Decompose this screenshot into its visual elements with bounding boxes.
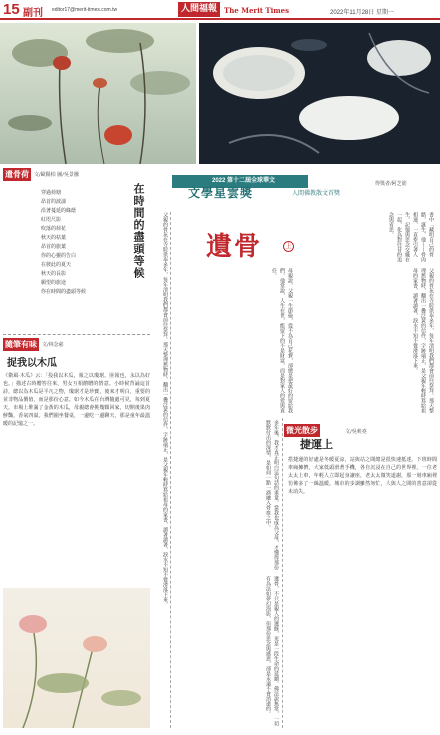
poem-line: 你在時間的盡頭等候 bbox=[41, 289, 87, 295]
main-body-column: 母親說，父親一生節儉，從不為自己花費，卻總是把最好的留給我們。他常說，人生在世，能留下的不是財富，而是對家人的愛與責任。 bbox=[271, 268, 293, 413]
column-rule bbox=[170, 212, 171, 728]
right-article-title: 捷運上 bbox=[300, 438, 333, 451]
award-name: 文學星雲獎 bbox=[188, 186, 254, 200]
award-subtitle: 人間佛教散文首獎 bbox=[292, 190, 341, 197]
main-article-title: 遺骨 bbox=[206, 232, 263, 262]
right-article-byline: 文/吳莉堯 bbox=[345, 429, 367, 435]
main-intro-column: 書中「藏明自己的骨骼，誕生、他——骨肉相連，一直牽引著人生，記憶與思念交織在一起，化為對往昔的追念與省思。 bbox=[388, 212, 434, 262]
divider bbox=[3, 334, 150, 335]
award-banner bbox=[172, 168, 437, 208]
poem-block bbox=[3, 183, 150, 331]
left-column bbox=[3, 168, 150, 728]
poem-line: 秋天的長影 bbox=[41, 271, 67, 277]
issue-date: 2022年11月28日 星期一 bbox=[330, 10, 394, 16]
column-rule bbox=[282, 418, 283, 728]
editor-email: editor17@merit-times.com.tw bbox=[52, 7, 118, 13]
poem-line: 昂首的波濤 bbox=[41, 199, 67, 205]
essay-body: 《衛風·木瓜》云：「投我以木瓜，報之以瓊琚。匪報也，永以為好也。」描述古時贈答往來，男女互相饋贈的情意。小時候背誦這首詩，總以為木瓜是平凡之物，瓊琚才是珍寶，後來才明白，重要的並非物品價值，而是那份心意。如今木瓜在台灣隨處可見，每到夏天，市場上堆滿了金黃的木瓜，母親總會挑幾顆回家，切開後果肉鮮豔，香氣四溢。我們圍坐餐桌，一邊吃一邊聊天，那是童年最溫暖的記憶之一。 bbox=[3, 373, 150, 427]
award-banner-bar: 2022 第十二屆全球華文 bbox=[172, 175, 308, 188]
main-body-column: 多年後，我才真正明白這句話的重量。當我也成為父母，才懂得那份默默付出的深情，是如何一點一滴融入骨血之中。 bbox=[265, 420, 279, 570]
part-marker: 上 bbox=[283, 241, 294, 252]
poem-line: 紅咫尺影 bbox=[41, 217, 62, 223]
essay-section-tag: 隨筆有味 bbox=[5, 338, 37, 349]
poem-title: 在時間的盡頭等候 bbox=[132, 183, 145, 279]
main-body-column: 遺骨，不只是親人的遺骸，更是一段生命的延續。佛法說無常，一切有為法如夢幻泡影，但那份思念與感恩，卻是永遠不會消逝的。 bbox=[265, 576, 279, 726]
section-name: 副刊 bbox=[23, 8, 43, 19]
essay-title: 捉我以木瓜 bbox=[7, 358, 57, 369]
lotus-illustration bbox=[3, 588, 150, 728]
poem-line: 吹落的荷花 bbox=[41, 226, 67, 232]
poem-section-tag: 遺骨荷 bbox=[5, 168, 29, 179]
poem-line: 沿著蔓延的綠蔭 bbox=[41, 208, 77, 214]
right-article-header bbox=[284, 418, 367, 437]
poem-byline: 文/歐陽柏 圖/吳景騰 bbox=[34, 171, 79, 178]
main-body-column: 父親的骨灰在寺院供奉多年，每年清明我們都會前往祭拜。那天整理舊物時，翻出一疊泛黃的信件，字跡端正，是父親年輕時寫給祖母的家書，讀著讀著，淚水不知不覺滑落下來。 bbox=[162, 212, 168, 607]
essay-byline: 文/林念慈 bbox=[42, 341, 64, 348]
right-article-tag: 微光散步 bbox=[286, 425, 318, 435]
poem-line: 願望的旅途 bbox=[41, 280, 67, 286]
page-header bbox=[0, 0, 440, 20]
award-byline: 得獎者/阿芝筋 bbox=[375, 181, 407, 187]
poem-line: 穿過荷塘 bbox=[41, 190, 62, 196]
poem-line: 秋天的枯葉 bbox=[41, 235, 67, 241]
poem-line: 昂首的旅葉 bbox=[41, 244, 67, 250]
poem-lines bbox=[41, 189, 86, 297]
night-lotus-photo bbox=[199, 23, 440, 164]
right-article-body: 搭捷運的好處是冬暖夏涼，站與站之間總是很快速抵達。下班時間車廂擁擠，大家低頭滑著手機，各自沉浸在自己的世界裡。一位老太太上車，年輕人立即起身讓座，老太太微笑道謝，那一刻車廂裡彷彿多了一絲溫暖。城市的步調雖然匆忙，人與人之間的善意卻從未消失。 bbox=[288, 457, 437, 495]
newspaper-logo: 人間福報 bbox=[178, 2, 220, 17]
lotus-pond-photo bbox=[0, 23, 196, 164]
poem-line: 你的心靈的告白 bbox=[41, 253, 77, 259]
poem-line: 在彼此的夏天 bbox=[41, 262, 72, 268]
main-body-column: 父親的骨灰在寺院供奉多年，每年清明我們都會前往祭拜。那天整理舊物時，翻出一疊泛黃的信件，字跡端正，是父親年輕時寫給祖母的家書，讀著讀著，淚水不知不覺滑落下來。 bbox=[412, 268, 434, 413]
page-number: 15 bbox=[3, 1, 20, 18]
newspaper-logo-en: The Merit Times bbox=[224, 6, 290, 15]
